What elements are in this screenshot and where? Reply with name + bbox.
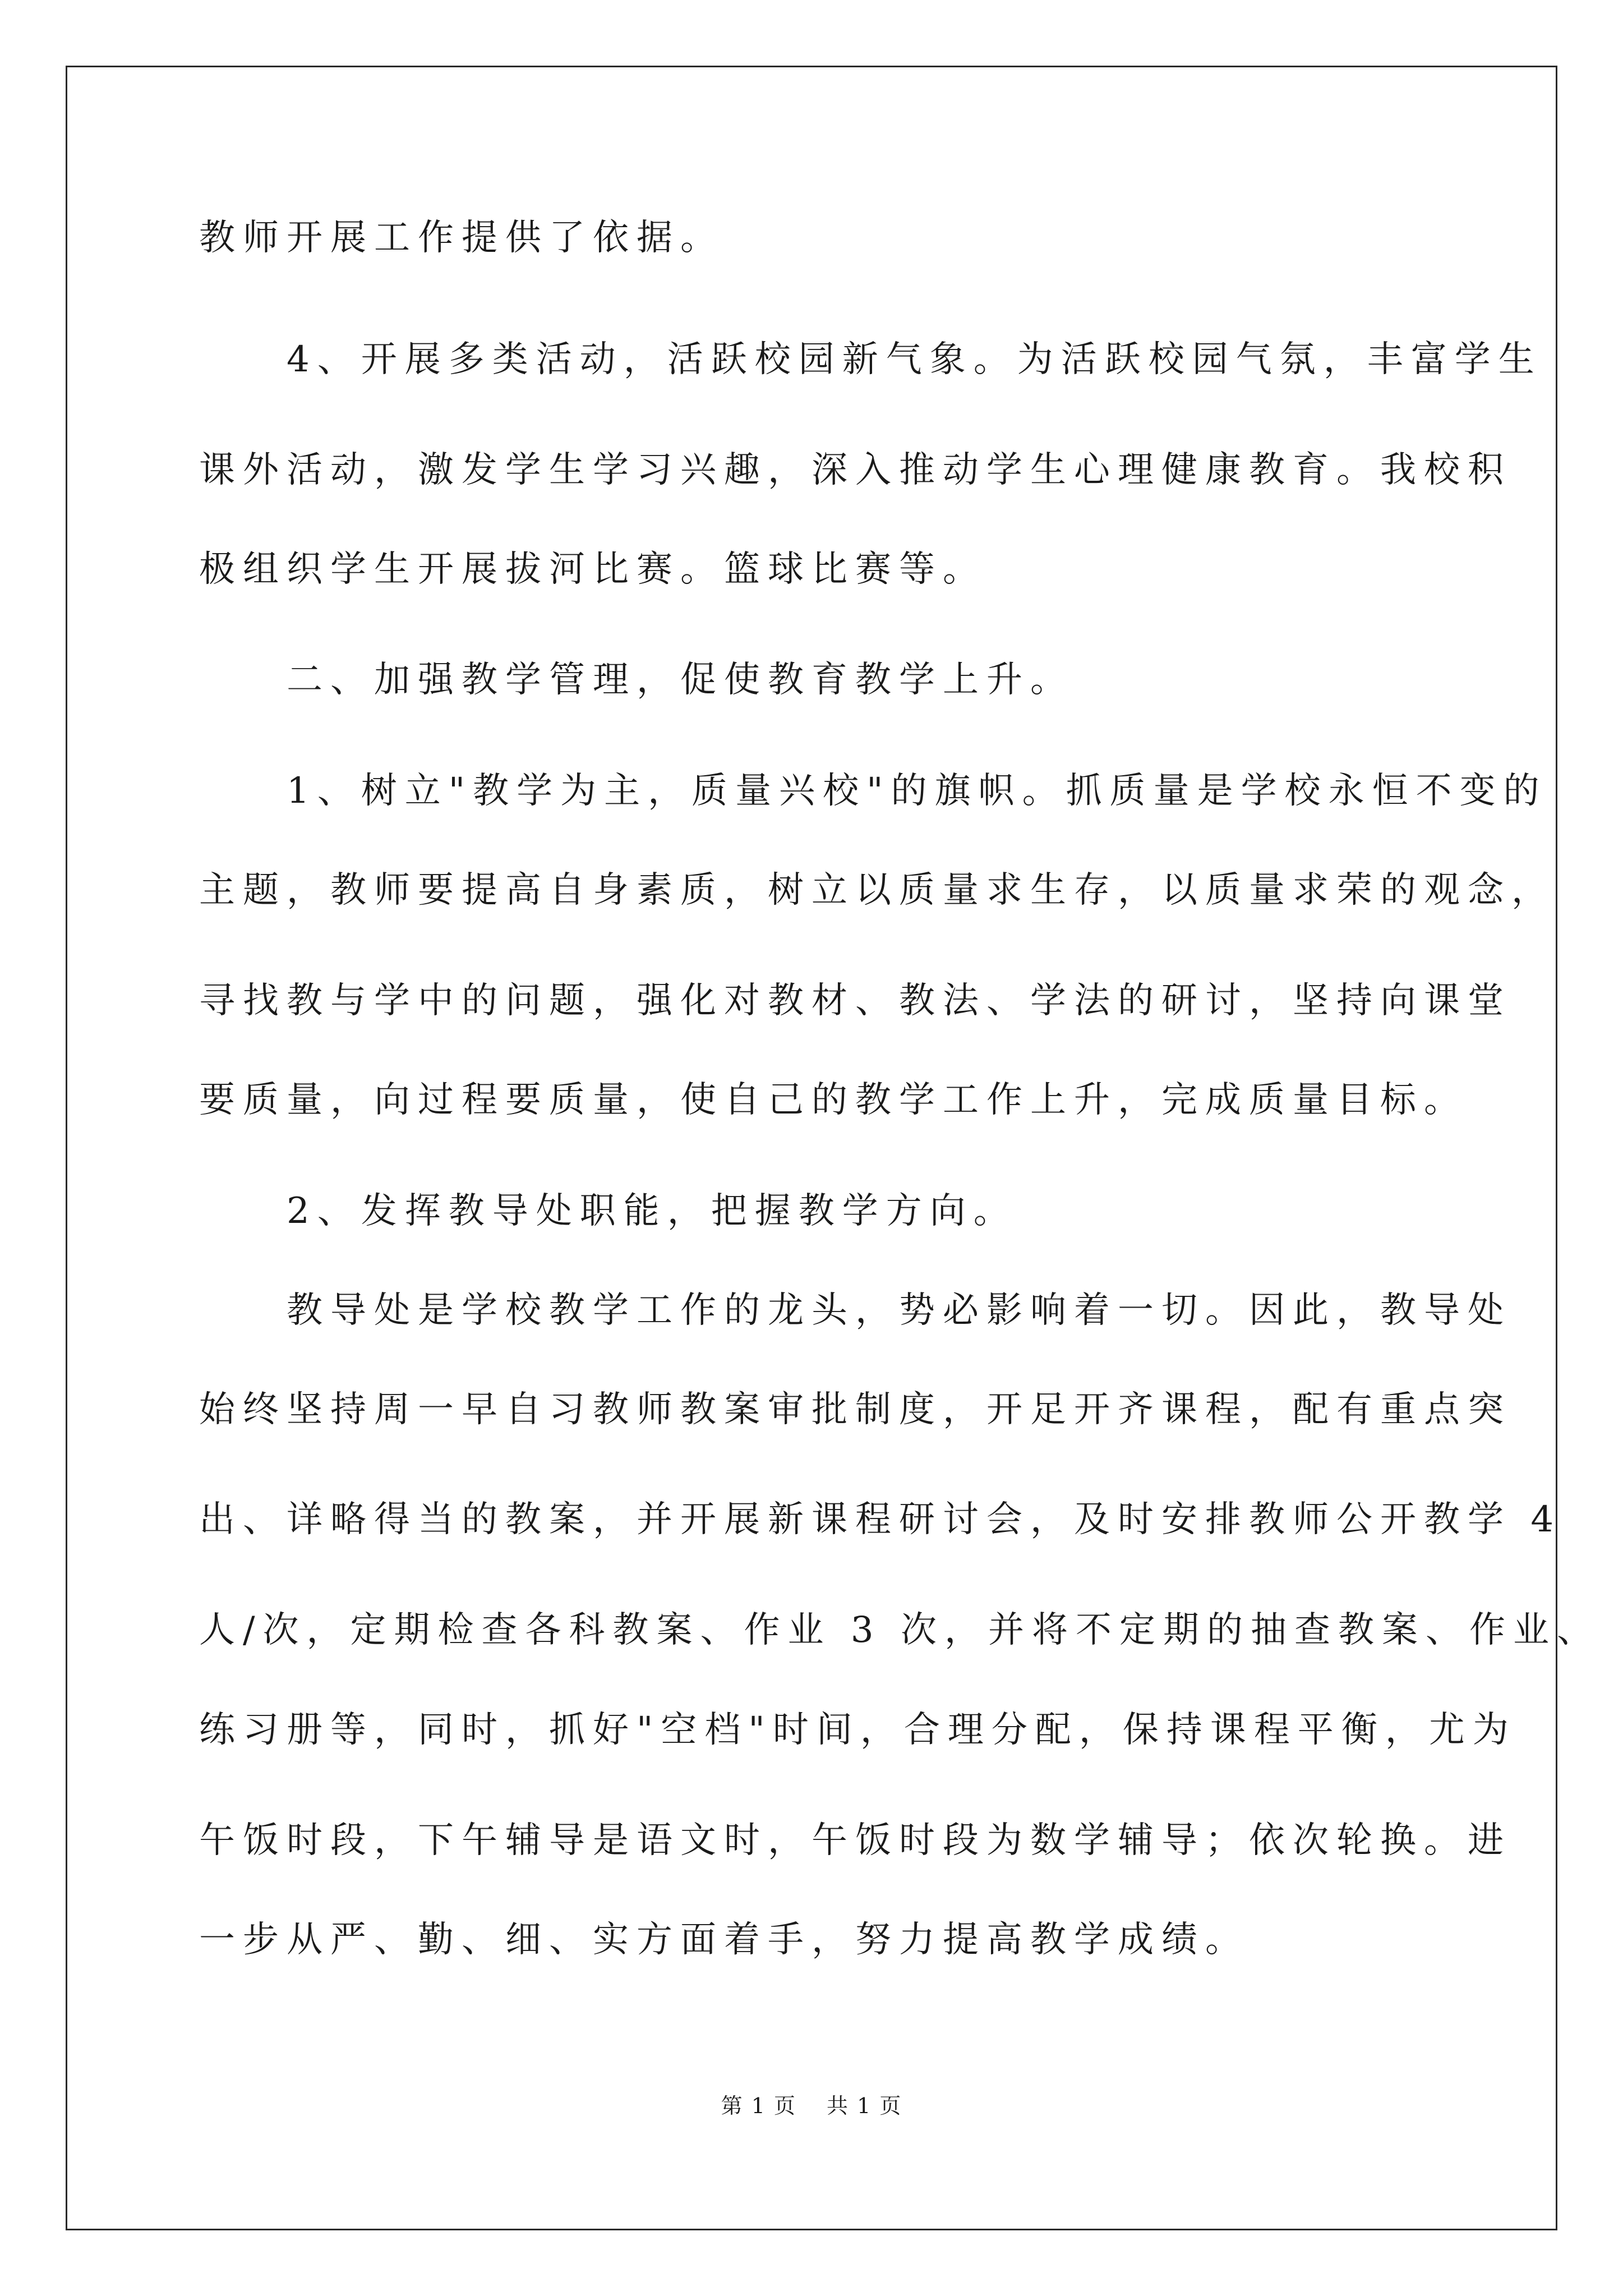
text-line: 2、发挥教导处职能，把握教学方向。 [199,1190,1017,1232]
page-border [66,66,1557,2230]
text-line: 出、详略得当的教案，并开展新课程研讨会，及时安排教师公开教学 4 [199,1499,1562,1540]
text-line: 教导处是学校教学工作的龙头，势必影响着一切。因此，教导处 [199,1290,1511,1331]
text-line: 教师开展工作提供了依据。 [199,217,724,259]
text-line: 一步从严、勤、细、实方面着手，努力提高教学成绩。 [199,1919,1249,1961]
text-line: 主题，教师要提高自身素质，树立以质量求生存，以质量求荣的观念， [199,869,1555,911]
page-number-footer: 第 1 页 共 1 页 [721,2093,902,2118]
text-line: 极组织学生开展拔河比赛。篮球比赛等。 [199,549,986,590]
text-line: 4、开展多类活动，活跃校园新气象。为活跃校园气氛，丰富学生 [199,339,1542,380]
text-line: 二、加强教学管理，促使教育教学上升。 [199,659,1074,701]
text-line: 练习册等，同时，抓好"空档"时间，合理分配，保持课程平衡，尤为 [199,1709,1516,1751]
text-line: 课外活动，激发学生学习兴趣，深入推动学生心理健康教育。我校积 [199,449,1511,491]
text-line: 人/次，定期检查各科教案、作业 3 次，并将不定期的抽查教案、作业、 [199,1609,1601,1651]
text-line: 寻找教与学中的问题，强化对教材、教法、学法的研讨，坚持向课堂 [199,980,1511,1022]
text-line: 始终坚持周一早自习教师教案审批制度，开足开齐课程，配有重点突 [199,1389,1511,1430]
text-line: 要质量，向过程要质量，使自己的教学工作上升，完成质量目标。 [199,1079,1468,1121]
text-line: 午饭时段，下午辅导是语文时，午饭时段为数学辅导；依次轮换。进 [199,1820,1511,1861]
text-line: 1、树立"教学为主，质量兴校"的旗帜。抓质量是学校永恒不变的 [199,770,1547,812]
